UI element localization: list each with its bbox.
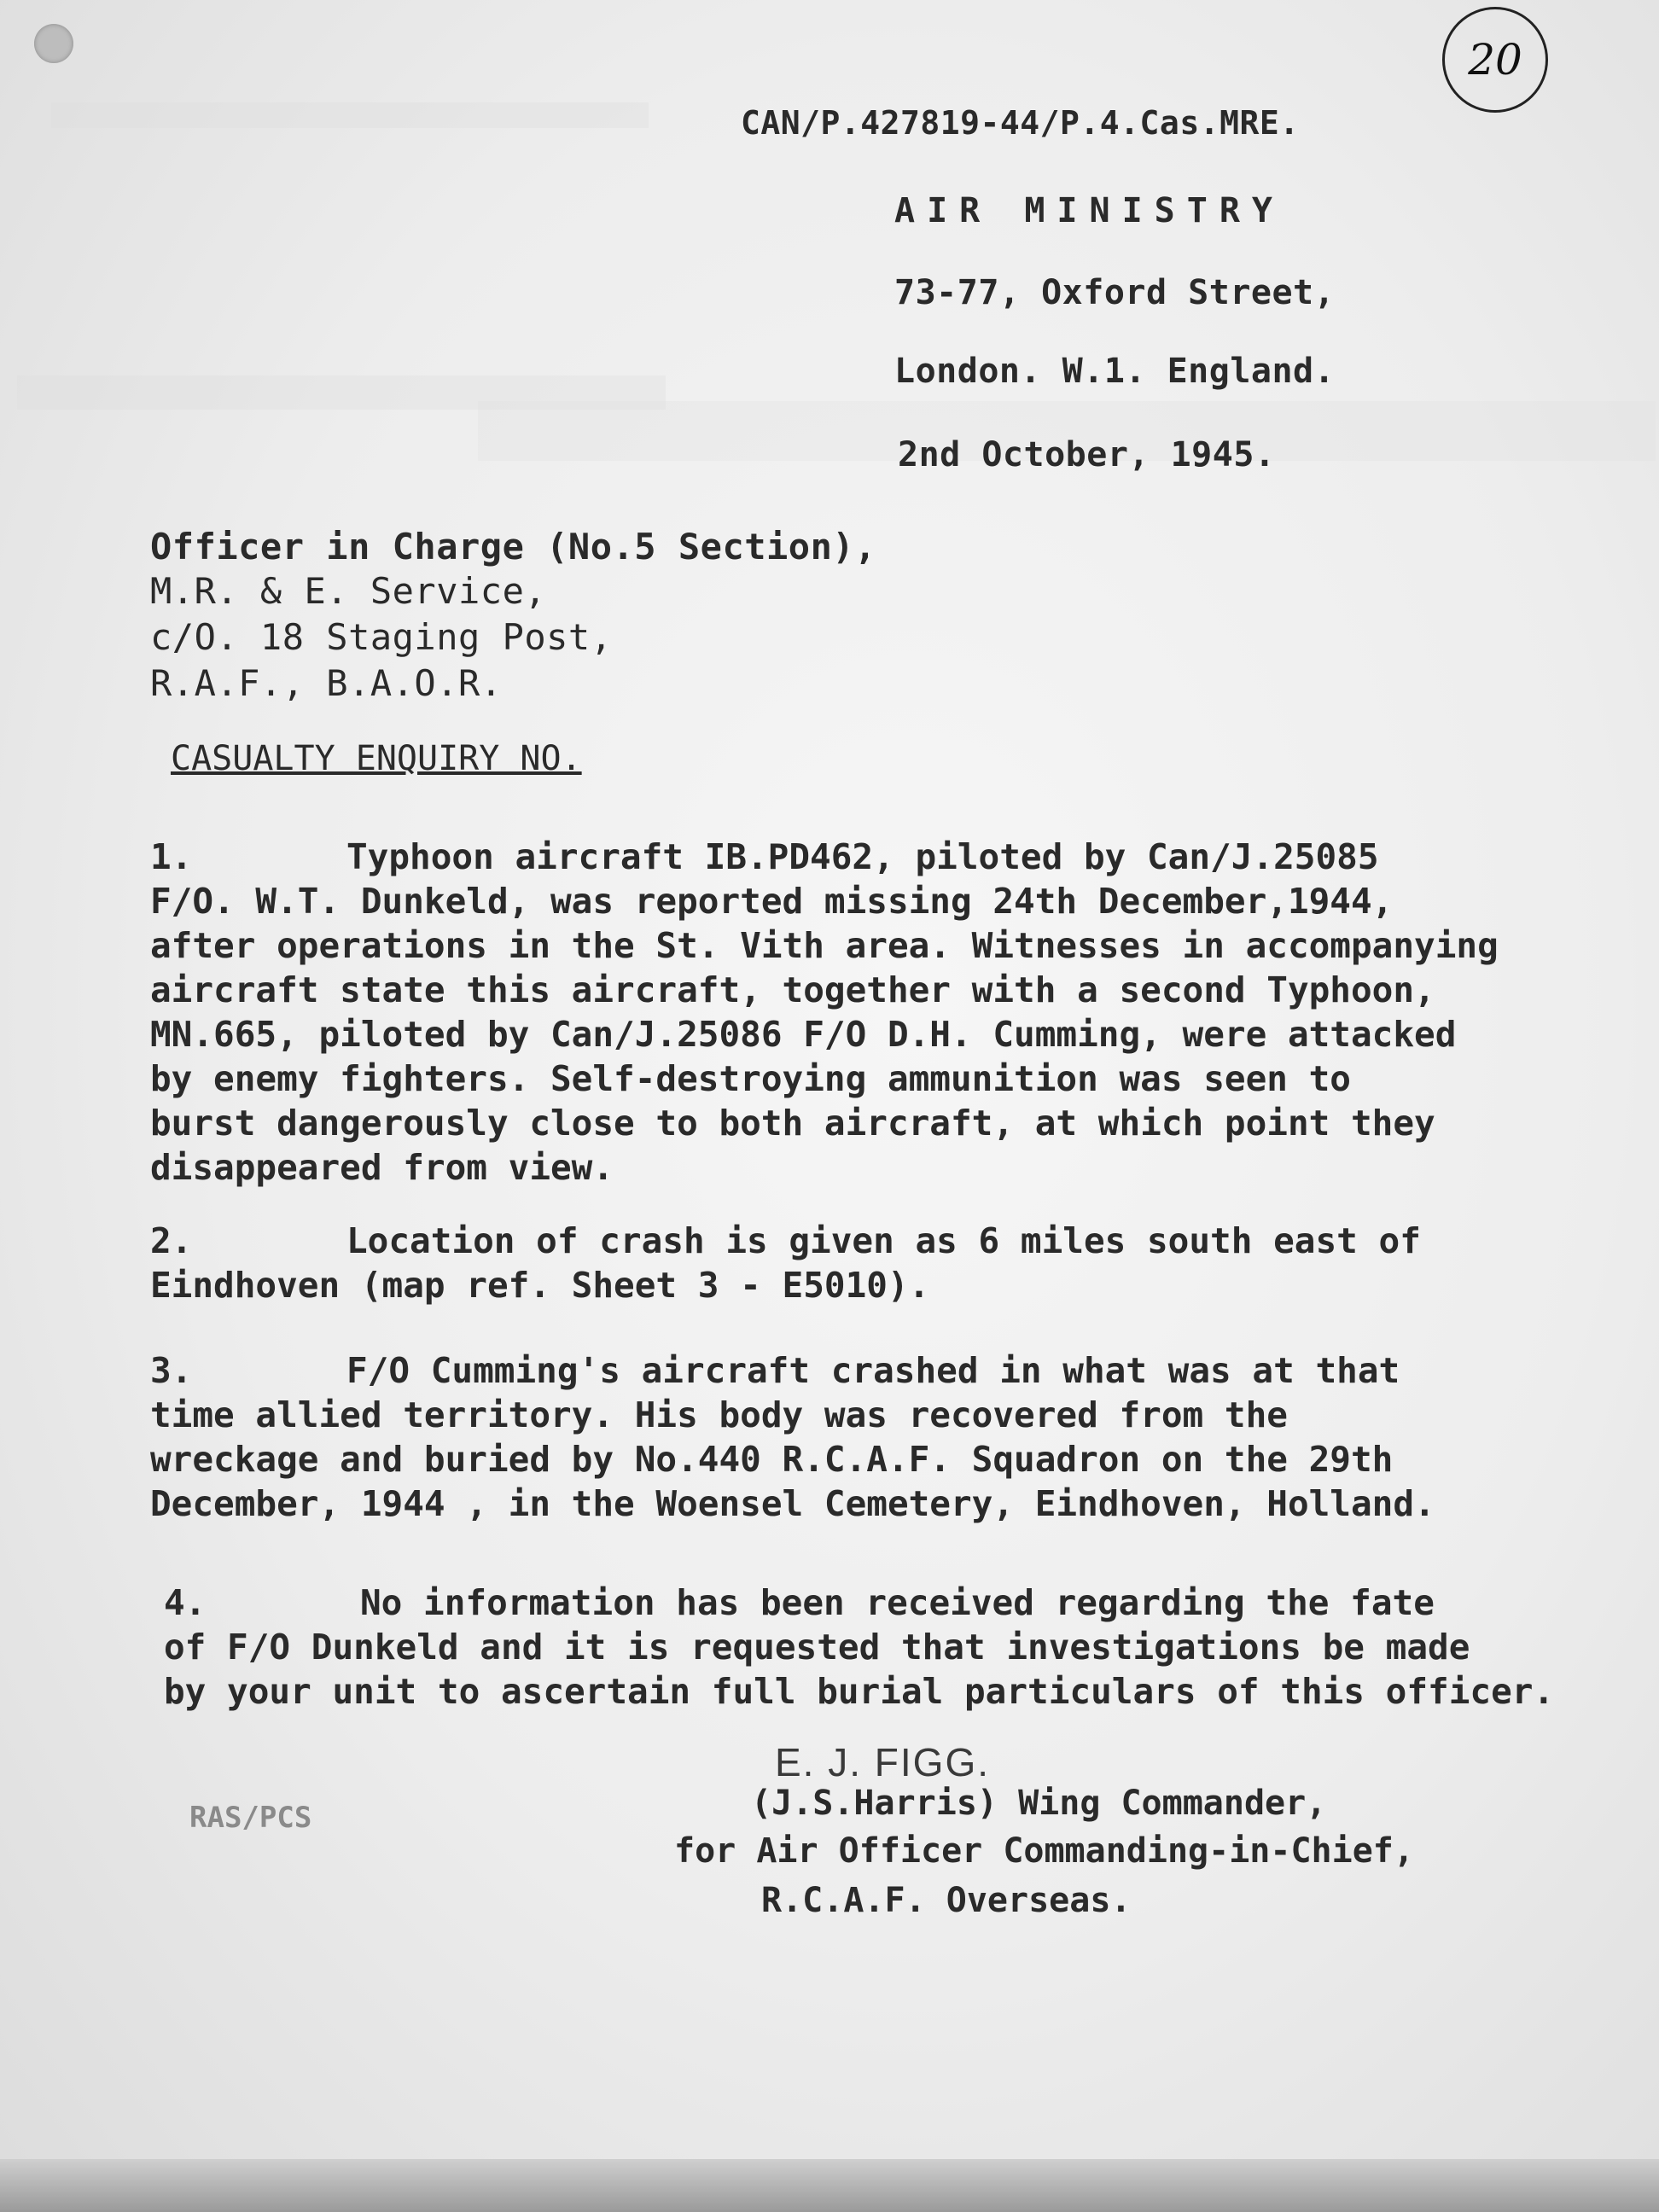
folio-number: 20 [1442,7,1548,113]
paragraph-2 [150,1219,1421,1307]
signature-line: R.C.A.F. Overseas. [761,1881,1132,1920]
paragraph-number: 3. [150,1350,193,1391]
paragraph-number: 2. [150,1220,193,1261]
paragraph-4 [164,1580,1554,1714]
signature-line: (J.S.Harris) Wing Commander, [751,1784,1327,1823]
typist-initials: RAS/PCS [189,1801,312,1835]
recipient-line: M.R. & E. Service, [150,570,547,612]
paragraph-line: time allied territory. His body was recovered from the [150,1394,1288,1435]
recipient-line: Officer in Charge (No.5 Section), [150,526,876,568]
paragraph-line: Location of crash is given as 6 miles south east of [346,1220,1421,1261]
letter-date: 2nd October, 1945. [898,435,1276,474]
paragraph-line: MN.665, piloted by Can/J.25086 F/O D.H. Cumming, were attacked [150,1014,1457,1055]
paragraph-1 [150,835,1499,1190]
signature-line: for Air Officer Commanding-in-Chief, [674,1831,1414,1871]
paragraph-number: 4. [164,1582,207,1623]
ministry-name: AIR MINISTRY [894,191,1284,230]
paragraph-line: of F/O Dunkeld and it is requested that investigations be made [164,1627,1470,1668]
page-bottom-edge [0,2159,1659,2212]
paragraph-3 [150,1348,1435,1526]
punch-hole [34,24,73,63]
paragraph-line: F/O. W.T. Dunkeld, was reported missing 24th December,1944, [150,881,1394,922]
paragraph-line: after operations in the St. Vith area. Witnesses in accompanying [150,925,1499,966]
paragraph-number: 1. [150,836,193,877]
paragraph-line: Eindhoven (map ref. Sheet 3 - E5010). [150,1265,930,1306]
paragraph-line: wreckage and buried by No.440 R.C.A.F. Squadron on the 29th [150,1439,1394,1480]
paragraph-line: by enemy fighters. Self-destroying ammunition was seen to [150,1058,1351,1099]
paragraph-line: disappeared from view. [150,1147,614,1188]
paragraph-line: December, 1944 , in the Woensel Cemetery, Eindhoven, Holland. [150,1483,1435,1524]
paragraph-line: Typhoon aircraft IB.PD462, piloted by Can/J.25085 [346,836,1379,877]
signature-stamp: E. J. FIGG. [775,1740,991,1784]
address-line-2: London. W.1. England. [894,352,1336,391]
paragraph-line: aircraft state this aircraft, together with a second Typhoon, [150,969,1435,1010]
recipient-line: c/O. 18 Staging Post, [150,616,613,658]
file-reference: CAN/P.427819-44/P.4.Cas.MRE. [741,104,1300,142]
address-line-1: 73-77, Oxford Street, [894,273,1336,312]
show-through-smudge [51,102,649,128]
recipient-line: R.A.F., B.A.O.R. [150,662,503,704]
enquiry-heading: CASUALTY ENQUIRY NO. [171,739,582,778]
paragraph-line: No information has been received regarding the fate [360,1582,1435,1623]
paragraph-line: by your unit to ascertain full burial particulars of this officer. [164,1671,1555,1712]
paragraph-line: F/O Cumming's aircraft crashed in what was at that [346,1350,1400,1391]
paragraph-line: burst dangerously close to both aircraft, at which point they [150,1103,1435,1144]
